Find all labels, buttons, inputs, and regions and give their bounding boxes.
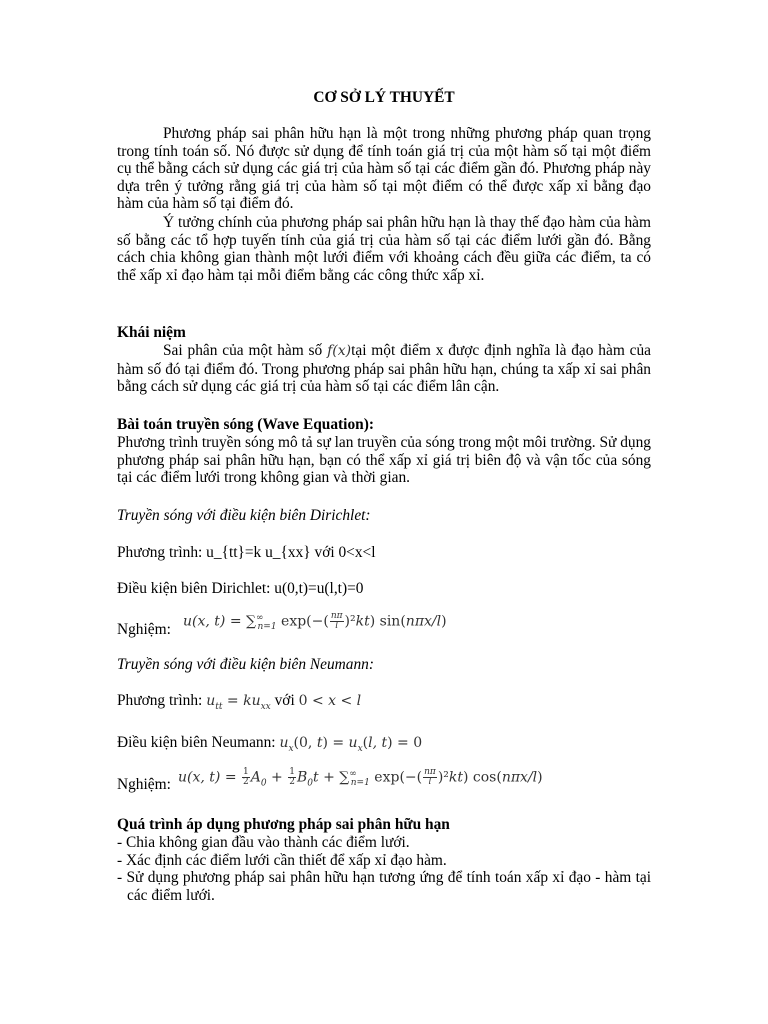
- function-formula: f(x): [327, 343, 352, 359]
- wave-heading: Bài toán truyền sóng (Wave Equation):: [117, 416, 374, 433]
- dirichlet-solution-formula: u(x, $t) = \sum^\infty_{n=1}$ exp(−( $\frac{n\pi}{l}$ )²kt) sin(nπx/l): [183, 611, 447, 633]
- concept-paragraph: Sai phân của một hàm số f(x)tại một điểm x được định nghĩa là đạo hàm của hàm số đó tại điểm đó. Trong phương pháp sai phân hữu hạn, chúng ta xấp xỉ sai phân bằng cách sử dụng các giá trị của hàm số tại các điểm lân cận.: [117, 342, 651, 396]
- neumann-equation-formula: $u_{tt} = ku_{xx}$: [206, 693, 271, 712]
- neumann-boundary: Điều kiện biên Neumann: $u_x(0$, $t) = u_x(l$, t) = 0: [117, 734, 423, 754]
- list-item: - Chia không gian đầu vào thành các điểm lưới.: [117, 834, 410, 851]
- neumann-heading: Truyền sóng với điều kiện biên Neumann:: [117, 656, 374, 673]
- dirichlet-equation: Phương trình: u_{tt}=k u_{xx} với 0<x<l: [117, 544, 376, 561]
- neumann-solution-formula: u(x, t) = $\frac{1}{2}$ $A_0$ + $\frac{1}{2}$ $B_0t + \sum^\infty_{n=1}$ exp(−( $\frac{n\pi}{l}$ )²kt) cos(nπx/l): [178, 767, 543, 789]
- neumann-boundary-formula: $u_x(0$, $t) = u_x(l$, t) = 0: [279, 735, 423, 754]
- wave-paragraph: Phương trình truyền sóng mô tả sự lan truyền của sóng trong một môi trường. Sử dụng phương pháp sai phân hữu hạn, bạn có thể xấp xỉ giá trị biên độ và vận tốc của sóng tại các điểm lưới trong không gian và thời gian.: [117, 434, 651, 487]
- page-title: CƠ SỞ LÝ THUYẾT: [313, 89, 455, 106]
- list-item: - Sử dụng phương pháp sai phân hữu hạn tương ứng để tính toán xấp xỉ đạo - hàm tại các điểm lưới.: [117, 869, 651, 904]
- concept-heading: Khái niệm: [117, 324, 186, 341]
- dirichlet-solution-label: Nghiệm:: [117, 621, 171, 638]
- neumann-equation: Phương trình: $u_{tt} = ku_{xx}$ với 0 < x < l: [117, 692, 362, 712]
- neumann-solution-label: Nghiệm:: [117, 776, 171, 793]
- process-heading: Quá trình áp dụng phương pháp sai phân hữu hạn: [117, 816, 450, 833]
- dirichlet-heading: Truyền sóng với điều kiện biên Dirichlet:: [117, 507, 371, 524]
- dirichlet-boundary: Điều kiện biên Dirichlet: u(0,t)=u(l,t)=0: [117, 580, 364, 597]
- intro-paragraph-1: Phương pháp sai phân hữu hạn là một trong những phương pháp quan trọng trong tính toán số. Nó được sử dụng để tính toán giá trị của một hàm số tại một điểm cụ thể bằng cách sử dụng các giá trị của hàm số tại các điểm gần đó. Phương pháp này dựa trên ý tưởng rằng giá trị của hàm số tại một điểm có thể được xấp xỉ bằng đạo hàm của hàm số tại điểm đó.: [117, 125, 651, 213]
- intro-paragraph-2: Ý tưởng chính của phương pháp sai phân hữu hạn là thay thế đạo hàm của hàm số bằng các tổ hợp tuyến tính của giá trị của hàm số tại các điểm lưới gần đó. Bằng cách chia không gian thành một lưới điểm với khoảng cách đều giữa các điểm, ta có thể xấp xỉ đạo hàm tại mỗi điểm bằng các công thức xấp xỉ.: [117, 214, 651, 284]
- neumann-domain-formula: 0 < x < l: [298, 693, 362, 709]
- list-item: - Xác định các điểm lưới cần thiết để xấp xỉ đạo hàm.: [117, 851, 447, 869]
- process-list: [117, 834, 651, 904]
